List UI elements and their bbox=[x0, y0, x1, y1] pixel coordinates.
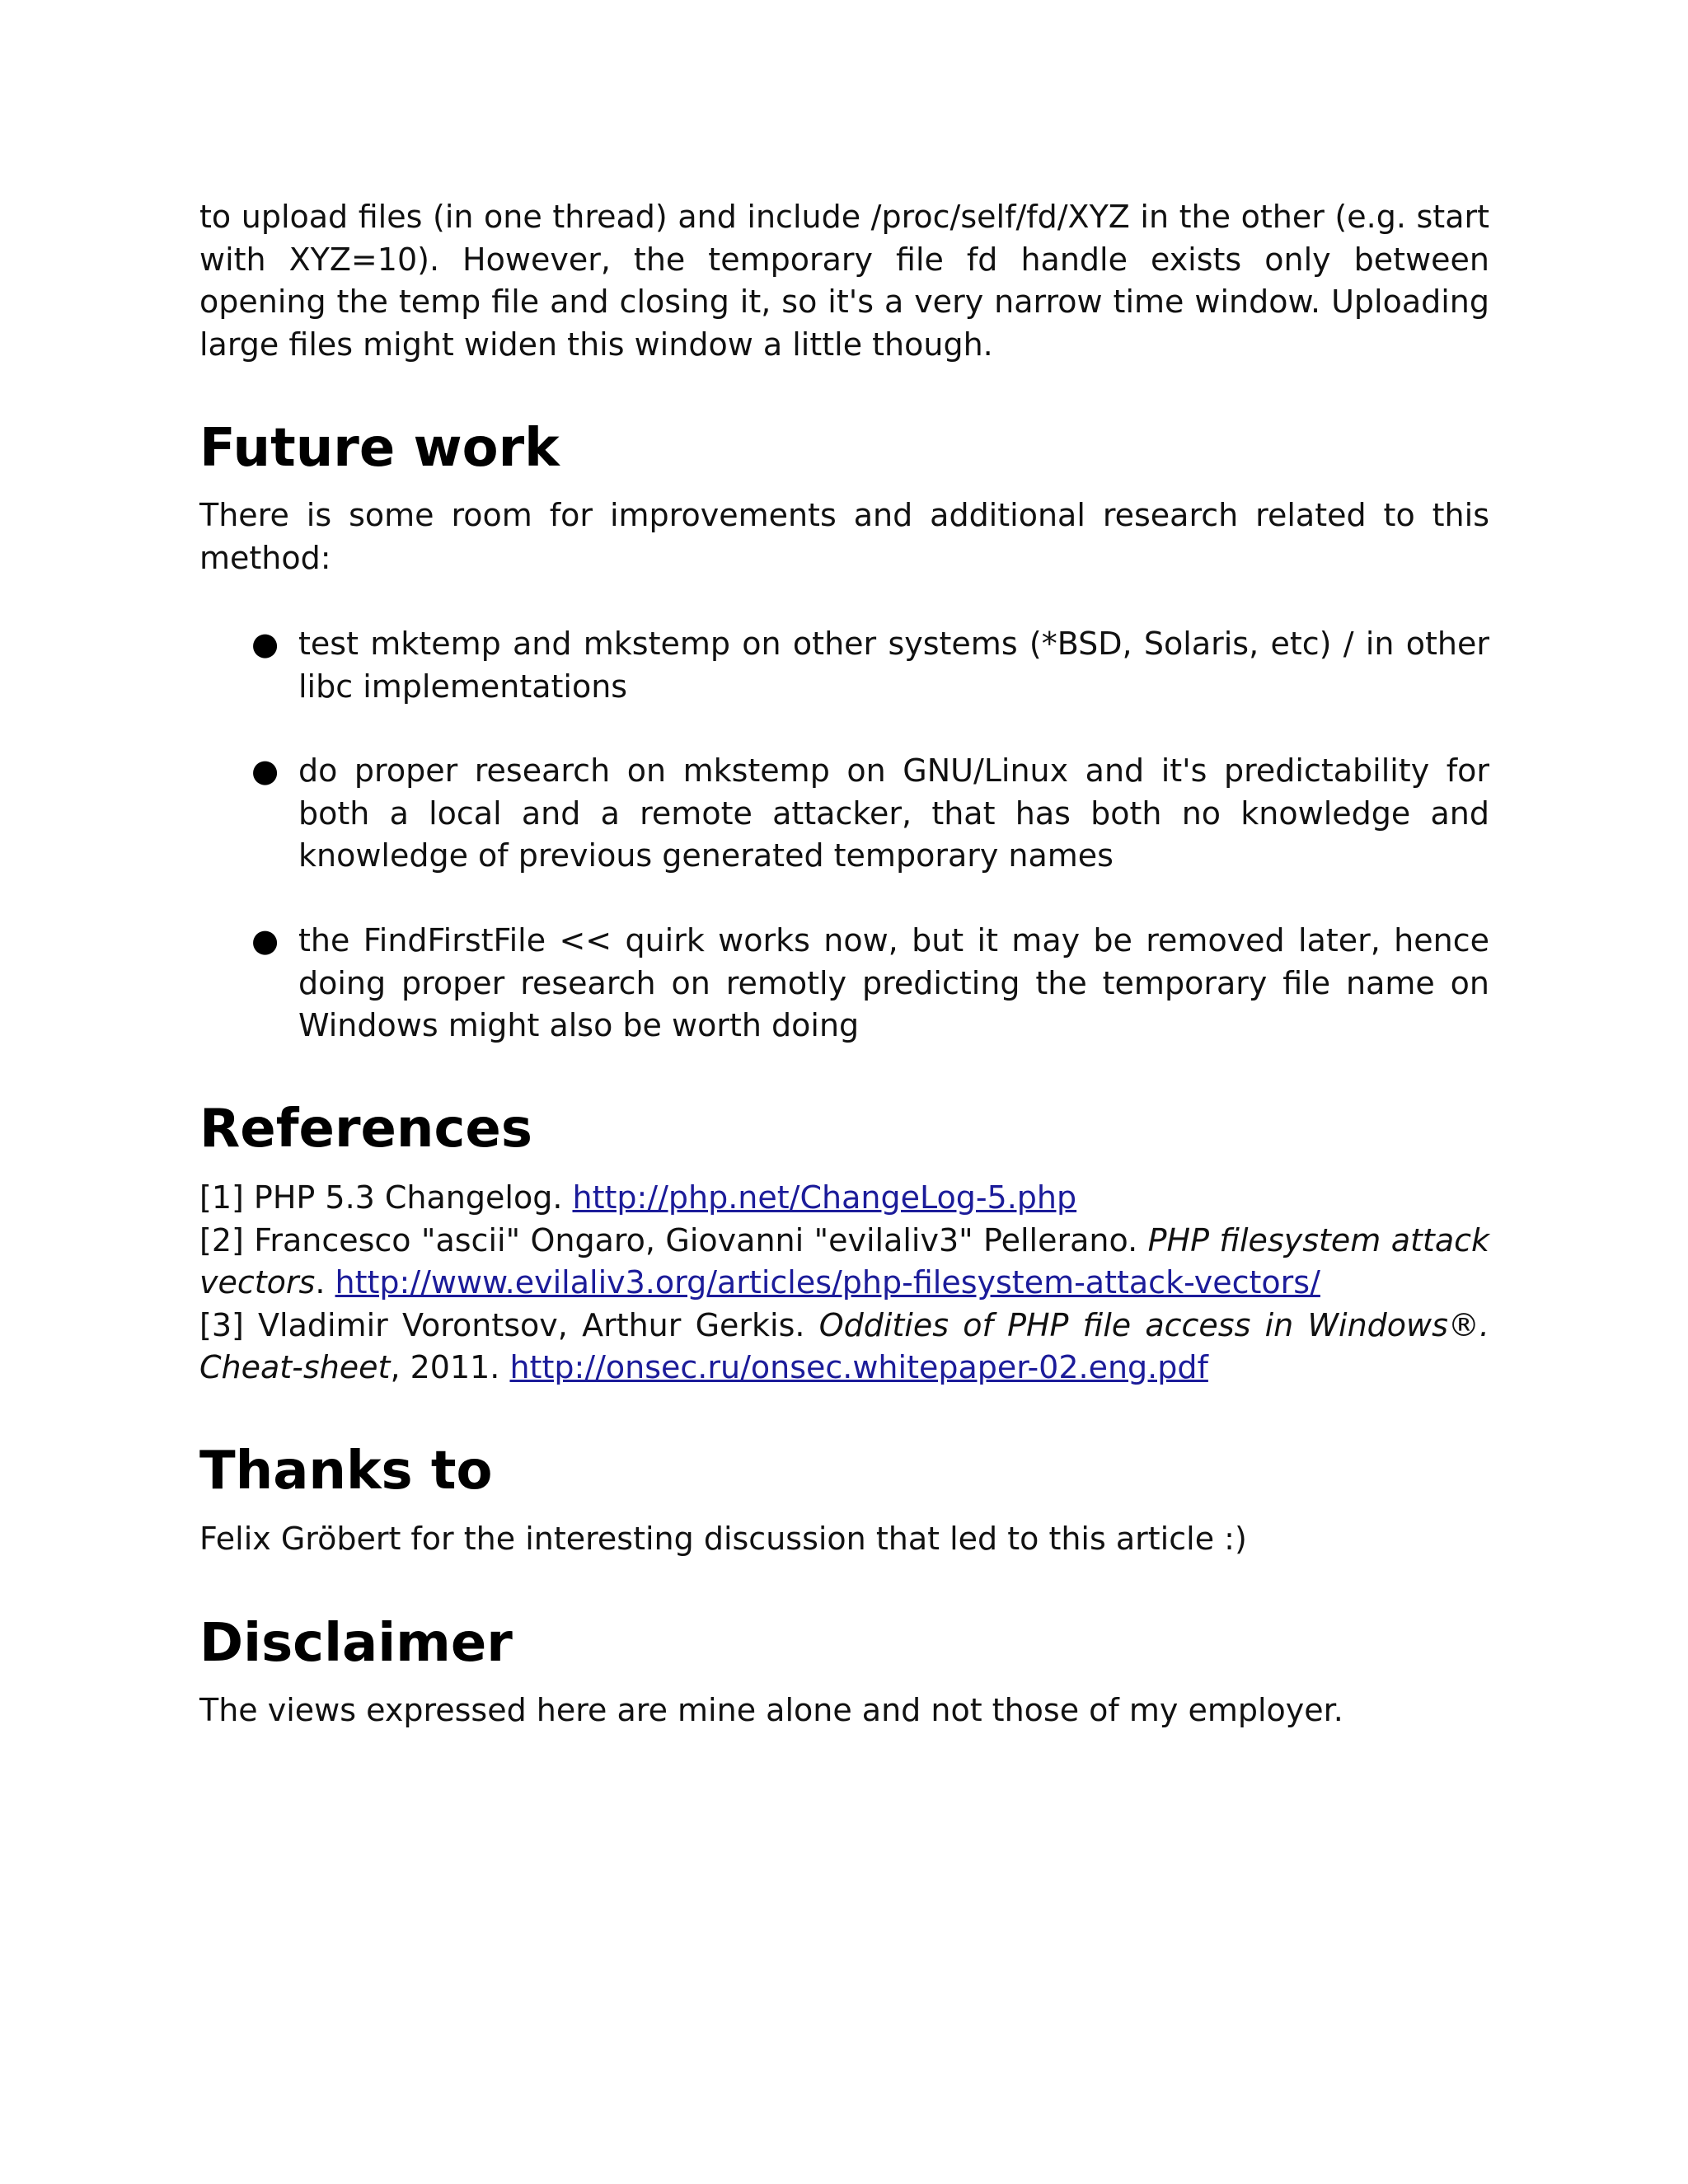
disclaimer-paragraph: The views expressed here are mine alone and not those of my employer. bbox=[199, 1692, 1343, 1728]
reference-link[interactable]: http://www.evilaliv3.org/articles/php-filesystem-attack-vectors/ bbox=[335, 1264, 1320, 1301]
references-list bbox=[199, 1177, 1489, 1390]
reference-title: PHP filesystem attack vectors bbox=[199, 1221, 1490, 1301]
reference-text: [3] Vladimir Vorontsov, Arthur Gerkis. bbox=[199, 1306, 819, 1343]
reference-item bbox=[199, 1305, 1489, 1390]
reference-link[interactable]: http://php.net/ChangeLog-5.php bbox=[572, 1179, 1077, 1216]
bullet-icon: ● bbox=[251, 626, 279, 662]
intro-paragraph: to upload files (in one thread) and include /proc/self/fd/XYZ in the other (e.g. start with XYZ=10). However, the temporary file fd handle exists only between opening the temp file and closing it, so it's a very narrow time window. Uploading large files might widen this window a little though. bbox=[199, 199, 1489, 363]
list-item-text: do proper research on mkstemp on GNU/Linux and it's predictability for both a local and a remote attacker, that has both no knowledge and knowledge of previous generated temporary names bbox=[298, 752, 1489, 874]
thanks-heading: Thanks to bbox=[199, 1441, 493, 1502]
reference-item bbox=[199, 1220, 1489, 1305]
references-heading: References bbox=[199, 1099, 532, 1160]
reference-suffix: , 2011. bbox=[390, 1349, 510, 1385]
list-item-text: test mktemp and mkstemp on other systems (*BSD, Solaris, etc) / in other libc implementations bbox=[298, 626, 1489, 705]
reference-suffix: . bbox=[315, 1264, 335, 1301]
reference-title: Oddities of PHP file access in Windows®. Cheat-sheet bbox=[199, 1306, 1489, 1385]
reference-link[interactable]: http://onsec.ru/onsec.whitepaper-02.eng.pdf bbox=[509, 1349, 1208, 1385]
bullet-icon: ● bbox=[251, 922, 279, 958]
list-item-text: the FindFirstFile << quirk works now, but it may be removed later, hence doing proper research on remotly predicting the temporary file name on Windows might also be worth doing bbox=[298, 922, 1489, 1043]
thanks-paragraph: Felix Gröbert for the interesting discussion that led to this article :) bbox=[199, 1521, 1247, 1557]
future-work-intro: There is some room for improvements and additional research related to this method: bbox=[199, 497, 1489, 576]
future-work-heading: Future work bbox=[199, 418, 560, 479]
reference-item bbox=[199, 1177, 1489, 1220]
reference-text: [1] PHP 5.3 Changelog. bbox=[199, 1179, 573, 1216]
bullet-icon: ● bbox=[251, 752, 279, 789]
disclaimer-heading: Disclaimer bbox=[199, 1613, 513, 1674]
reference-text: [2] Francesco "ascii" Ongaro, Giovanni "evilaliv3" Pellerano. bbox=[199, 1221, 1148, 1258]
